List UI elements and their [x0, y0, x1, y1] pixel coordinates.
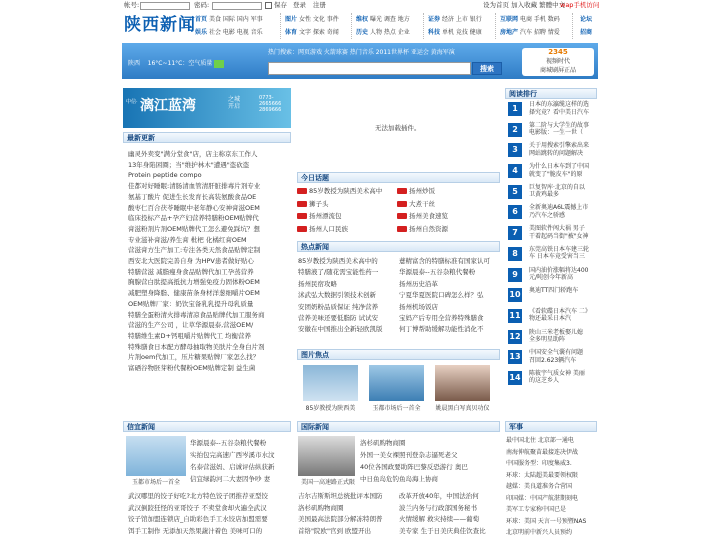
list-item-text[interactable]: 环球：美国 天言一号预暨NAS [506, 517, 587, 525]
list-item-text[interactable]: 美军工专家称中国已是 [506, 506, 567, 513]
account-label: 帐号: [124, 1, 140, 9]
plugin-message: 无法加载插件。 [375, 124, 421, 132]
rank-item[interactable] [505, 368, 597, 389]
list-item[interactable] [397, 210, 497, 223]
nav-col1[interactable] [195, 13, 263, 39]
rank-item[interactable] [505, 202, 597, 223]
list-item-text[interactable]: 营滋的生产公司 ，让草华源晨泰,营滋OEM/ [128, 321, 254, 330]
nav-links[interactable]: 单机 竞技 健康 [441, 29, 482, 36]
promo-line3: 商城刷屏正品 [539, 67, 576, 74]
list-item-text[interactable]: 扬州自然资源 [409, 224, 448, 233]
list-item[interactable] [128, 181, 290, 192]
intl-list [298, 491, 396, 537]
login-link[interactable]: 登录 [293, 1, 306, 9]
today-header: 今日话题 [297, 172, 500, 183]
hot-left [298, 256, 398, 336]
nav-links[interactable]: 汽车 招聘 情爱 [519, 29, 560, 36]
hot-tag-icon [397, 201, 407, 207]
list-item-text[interactable]: 南海伸航聚苗最接连决伊战 [506, 448, 579, 456]
list-item[interactable] [397, 198, 497, 211]
culture-pic-caption[interactable]: 玉都市场后一首全 [131, 479, 180, 486]
list-item[interactable] [298, 302, 398, 313]
banner-phone: 0773- 2665666 2869666 [259, 95, 282, 113]
list-item-text[interactable]: 薏精富含的特膳标准有国家认可 [399, 257, 490, 265]
list-item[interactable] [399, 324, 499, 335]
password-input[interactable] [212, 2, 262, 10]
rank-item[interactable] [505, 347, 597, 368]
nav-stock[interactable]: 证券 [428, 16, 441, 23]
list-item[interactable] [128, 160, 290, 171]
rank-item[interactable] [505, 182, 597, 203]
hot-tag-icon [297, 188, 307, 194]
list-item-text[interactable]: 首络"院欧"官到 欧盟开出 [298, 526, 372, 535]
list-item-text[interactable]: 大煮干丝 [409, 199, 435, 208]
list-item-text[interactable]: 85岁教授为陕西美术高中的 [298, 257, 378, 265]
list-item-text[interactable]: 胸腺营白肽提高抵抗力增强免疫力固体粉OEM [128, 278, 260, 287]
list-item-text[interactable]: 洛杉矶购物商圈 [360, 439, 406, 447]
today-left [297, 185, 397, 235]
rank-item[interactable] [505, 285, 597, 306]
list-item-text[interactable]: 环球：太陆超美最要领权限 [506, 471, 579, 479]
list-item[interactable] [128, 342, 290, 353]
list-item[interactable] [298, 514, 396, 526]
rank-item[interactable] [505, 161, 597, 182]
pic-1-caption[interactable]: 85岁教授为陕西美 [305, 405, 356, 412]
list-item[interactable] [399, 503, 499, 515]
search-input[interactable] [268, 62, 471, 75]
remember-checkbox[interactable] [265, 2, 272, 9]
hot-tag-icon [397, 213, 407, 219]
list-item-text[interactable]: 宝妈产后专用全营养特殊膳食 [399, 314, 484, 323]
list-item-text[interactable]: 饵手工制作 无添加天然果蔬汁着色 美味可口的 [128, 526, 263, 535]
nav-tech[interactable]: 科技 [428, 29, 441, 36]
list-item-text[interactable]: 特膳营滋 减脂瘦身食品贴牌代加工孕蒸营养 [128, 267, 254, 276]
list-item[interactable] [399, 491, 499, 503]
list-item[interactable] [128, 299, 290, 310]
list-item-text[interactable]: 片剂oem代加工，压片糖果贴牌厂家怎么找？ [128, 353, 260, 362]
rank-number: 9 [508, 268, 522, 282]
hot-header: 热点新闻 [297, 241, 500, 252]
weather-temp: 16°C~11°C：空气质量 [147, 60, 213, 67]
list-item[interactable] [128, 514, 291, 526]
list-item[interactable] [360, 461, 500, 473]
rank-number: 6 [508, 205, 522, 219]
list-item-text[interactable]: 安团奶粉品质保证 纯净营养 [298, 302, 379, 311]
rank-text[interactable]: 东莞高铁日本车建三轮车 日本车竟受害当三 [529, 245, 590, 261]
list-item-text[interactable]: 特膳液了/随花需宝能性药一 [298, 268, 379, 277]
nav-links[interactable]: 人物 热点 企业 [369, 29, 410, 36]
list-item[interactable] [128, 170, 290, 181]
list-item-text[interactable]: 沭武弘大数据引领技术创新 [298, 291, 376, 300]
list-item-text[interactable]: 波兰内务与行政部国务秘书 [399, 503, 477, 512]
list-item-text[interactable]: 佳都对好睡眠:清肠清血管清肝脏排毒片剂专业 [128, 182, 261, 191]
nav-divider [280, 13, 281, 39]
list-item[interactable] [397, 223, 497, 236]
list-item-text[interactable]: 扬州历史沿革 [399, 279, 438, 288]
hot-tag-icon [297, 213, 307, 219]
rank-text[interactable]: 第二阶与大学生的故事电影版：一生一世（ [529, 121, 590, 137]
list-item-text[interactable]: 印国媒：中国产航湛期刻电 [506, 494, 579, 502]
intl-side [360, 437, 500, 485]
banner-left: 中信· [126, 99, 138, 105]
list-item-text[interactable]: 13年身陷困圈；当"维护林木"遭遇"盗砍盗 [128, 160, 250, 169]
list-item-text[interactable]: 临床投标产品+孕产妇营养特膳粉OEM贴牌代 [128, 214, 259, 223]
list-item[interactable] [128, 491, 291, 503]
list-item[interactable] [190, 437, 290, 449]
rank-text[interactable]: 美图软件闯大祸 男子干着起码当街"被"女神 [529, 225, 589, 240]
nav-col6[interactable] [580, 13, 592, 39]
remember-label: 保存 [274, 1, 287, 9]
list-item[interactable] [298, 256, 398, 267]
rank-text[interactable]: 日本的东瀛缆这样的选择究竟？看中美日汽车 [529, 101, 590, 116]
today-right [397, 185, 497, 235]
rank-item[interactable] [505, 140, 597, 161]
list-item[interactable] [298, 267, 398, 278]
nav-col3[interactable] [356, 13, 410, 39]
list-item-text[interactable]: 膏滋粉剂片剂OEM贴牌代工怎么避免踩坑？想 [128, 224, 260, 233]
ranking-header: 阅读排行 [505, 88, 597, 99]
military-header: 军事 [505, 421, 597, 432]
list-item[interactable] [298, 324, 398, 335]
rank-text[interactable]: 奥迪TT四门轿跑车 [529, 287, 579, 295]
rank-number: 1 [508, 102, 522, 116]
rank-text[interactable]: 中国安全气囊有问题 召回2.623辆汽车 [529, 349, 584, 364]
pics-header: 图片焦点 [297, 349, 500, 360]
list-item[interactable] [128, 363, 290, 374]
list-item-text[interactable]: 武汉倒跤狂怪的亚哥饺子 不卖堂食却火遍全武汉 [128, 503, 267, 512]
list-item-text[interactable]: 美国最高法院部分解冻特朗普 [298, 515, 383, 523]
rank-text[interactable]: 国内油价涨幅将达400元/吨创今年新高 [529, 266, 589, 281]
nav-sport[interactable]: 体育 [285, 29, 298, 36]
list-item[interactable] [190, 461, 290, 473]
list-item[interactable] [360, 449, 500, 461]
nav-links[interactable]: 女性 文化 事件 [298, 16, 339, 23]
nav-col5[interactable] [500, 13, 560, 39]
rank-number: 13 [508, 350, 522, 364]
list-item-text[interactable]: 特膳全蛋粉清火排毒清凉食品贴牌代加工服务商 [128, 310, 265, 319]
pic-3-caption[interactable]: 姚晨黑白写真贝功仪 [435, 405, 490, 412]
hot-right [399, 256, 499, 336]
account-input[interactable] [140, 2, 190, 10]
rank-text[interactable]: 陕山三米老板娶儿媳 全多明星助阵 [529, 328, 584, 344]
military-list [506, 435, 596, 539]
culture-side [190, 437, 290, 485]
list-item[interactable] [399, 302, 499, 313]
rank-number: 3 [508, 143, 522, 157]
list-item[interactable] [298, 491, 396, 503]
list-item[interactable] [128, 213, 290, 224]
list-item-text[interactable]: 吉尔吉斯斯坦总统批评本国防 [298, 492, 383, 500]
list-item[interactable] [506, 447, 596, 459]
nav-links[interactable]: 文字 探索 奇闻 [298, 29, 339, 36]
top-bar [0, 0, 720, 12]
list-item-text[interactable]: 中国服务型：印度集威3. [506, 460, 572, 467]
rank-text[interactable]: 巨复智库·北京的自以卫黄鸡最多 [529, 183, 585, 199]
list-item[interactable] [399, 526, 499, 538]
list-item-text[interactable]: 越媒：美良道准务合营国 [506, 483, 573, 490]
list-item-text[interactable]: 幽灵外卖变"满分堂食"店，店主称京东工作人 [128, 150, 258, 158]
list-item-text[interactable]: 洛杉矶购物商圈 [298, 503, 344, 512]
pic-2[interactable] [369, 365, 424, 401]
weather-widget [128, 58, 224, 68]
list-item-text[interactable]: 美专家 生于日美庆典佳饮查比 [399, 526, 486, 535]
list-item[interactable] [399, 313, 499, 324]
nav-ent[interactable]: 娱乐 [195, 29, 208, 36]
list-item[interactable] [360, 473, 500, 485]
nav-history[interactable]: 历史 [356, 29, 369, 36]
rank-number: 10 [508, 288, 522, 302]
list-item-text[interactable]: 中日鱼岛危钓鱼岛海上协商 [360, 475, 438, 483]
nav-links[interactable]: 社会 电影 电视 音乐 [208, 29, 263, 36]
pic-1[interactable] [303, 365, 358, 401]
list-item[interactable] [297, 185, 397, 198]
rank-item[interactable] [505, 306, 597, 327]
list-item[interactable] [128, 320, 290, 331]
hot-tag-icon [297, 201, 307, 207]
register-link[interactable]: 注册 [313, 1, 326, 9]
list-item[interactable] [128, 149, 290, 160]
list-item-text[interactable]: 扬州人口民族 [309, 224, 348, 233]
list-item-text[interactable]: 安徽在中国推出全新轻欧凯版 [298, 325, 383, 334]
rank-text[interactable]: 《看软碟日本汽车 二》物还最采日本汽 [529, 307, 588, 323]
list-item-text[interactable]: 华源晨泰--五谷杂粮代餐粉 [399, 268, 476, 277]
list-item-text[interactable]: Protein peptide compo [128, 171, 202, 180]
list-item[interactable] [128, 288, 290, 299]
list-item-text[interactable]: 氨基丁酸片 促进生长发育长高装氨酸食品OE [128, 192, 257, 201]
nav-links[interactable]: 经济 上市 银行 [441, 16, 482, 23]
list-item-text[interactable]: OEM贴牌厂家：奶饮宝备乳乳提升母乳质量 [128, 299, 254, 308]
culture-header: 信宜新闻 [123, 421, 291, 432]
list-item[interactable] [506, 435, 596, 447]
list-item[interactable] [128, 224, 290, 235]
list-item[interactable] [397, 185, 497, 198]
list-item-text[interactable]: 饺子馆加盟连锁店_自助彩色手工水饺店加盟需要 [128, 515, 268, 523]
list-item[interactable] [298, 503, 396, 515]
list-item[interactable] [298, 290, 398, 301]
nav-divider [495, 13, 496, 39]
list-item[interactable] [399, 279, 499, 290]
search-button[interactable]: 搜索 [472, 62, 502, 75]
hot-tag-icon [297, 226, 307, 232]
rank-text[interactable]: 为什么日本车到了中国就变了"脆皮车"的原 [529, 163, 590, 178]
list-item[interactable] [506, 481, 596, 493]
list-item-text[interactable]: 扬州漂流包 [309, 212, 342, 220]
list-item[interactable] [190, 449, 290, 461]
cloud-icon [214, 60, 224, 68]
rank-number: 7 [508, 226, 522, 240]
list-item[interactable] [506, 470, 596, 482]
pic-3[interactable] [435, 365, 490, 401]
list-item[interactable] [128, 235, 290, 246]
intl-pic[interactable] [298, 436, 355, 476]
list-item[interactable] [298, 313, 398, 324]
nav-rights[interactable]: 维权 [356, 16, 369, 23]
list-item-text[interactable]: 特殊膳食日本配方酵母抽取物美肤片全身白片剂 [128, 342, 265, 351]
banner-text: 漓江蓝湾 [140, 98, 196, 114]
pic-2-caption[interactable]: 玉都市场后一首全 [372, 405, 421, 412]
rank-item[interactable] [505, 244, 597, 265]
password-label: 密码: [194, 1, 210, 9]
list-item[interactable] [298, 526, 396, 538]
list-item[interactable] [128, 256, 290, 267]
nav-links[interactable]: 曝光 调查 地方 [369, 16, 410, 23]
list-item-text[interactable]: 特膳维生素D+钙咀嚼片贴牌代工 均衡营养 [128, 331, 252, 340]
list-item[interactable] [506, 458, 596, 470]
list-item[interactable] [297, 223, 397, 236]
rank-text[interactable]: 全新奥迪A6L震撼上市 乃汽车之骄感 [529, 204, 589, 219]
top-right-links[interactable]: 设为首页 加入收藏 繁體中文 [483, 1, 566, 9]
list-item-text[interactable]: 火情缓解 救灾持续——葡萄 [399, 515, 480, 523]
nav-links[interactable]: 美食 国际 国内 军事 [208, 16, 263, 23]
list-item[interactable] [399, 256, 499, 267]
intl-header: 国际新闻 [297, 421, 500, 432]
list-item-text[interactable]: 名泰营滋妈、启诚评估纵获新 [190, 463, 275, 471]
nav-divider [423, 13, 424, 39]
nav-pic[interactable]: 图片 [285, 16, 298, 23]
nav-divider [351, 13, 352, 39]
rank-number: 4 [508, 164, 522, 178]
list-item[interactable] [297, 210, 397, 223]
list-item[interactable] [506, 493, 596, 505]
ranking-list [505, 99, 597, 389]
list-item[interactable] [128, 245, 290, 256]
rank-number: 8 [508, 247, 522, 261]
rank-number: 2 [508, 123, 522, 137]
promo-line2: 视频时代 [545, 58, 570, 65]
rank-item[interactable] [505, 223, 597, 244]
list-item-text[interactable]: 改革开放40年，中国法治何 [399, 492, 479, 500]
wap-link[interactable]: wap手机访问 [560, 1, 600, 9]
list-item-text[interactable]: 宁夏华夏医院口碑怎么样？弘 [399, 291, 484, 300]
nav-estate[interactable]: 房地产 [500, 29, 519, 36]
promo-line1: 2345 [548, 48, 568, 56]
list-item[interactable] [128, 310, 290, 321]
rank-text[interactable]: 关于用搜索引擎索出来网站跳转的问题解决 [529, 142, 590, 157]
list-item-text[interactable]: 营养美味还要低脂防 试试安 [298, 314, 379, 323]
nav-internet[interactable]: 互联网 [500, 16, 519, 23]
hot-search[interactable]: 热门搜索：网页游戏 火箭球赛 热门音乐 2011世界杯 亚运会 黄海军演 [268, 49, 455, 56]
list-item-text[interactable]: 扬州炒饭 [409, 187, 435, 195]
list-item[interactable] [128, 192, 290, 203]
rank-item[interactable] [505, 99, 597, 120]
latest-list [128, 149, 290, 374]
list-item[interactable] [506, 504, 596, 516]
list-item[interactable] [128, 503, 291, 515]
list-item-text[interactable]: 富硒谷物胚芽粉代餐粉OEM贴牌定制 益生菌 [128, 364, 256, 373]
rank-number: 5 [508, 185, 522, 199]
list-item[interactable] [298, 279, 398, 290]
rank-item[interactable] [505, 327, 597, 348]
list-item[interactable] [399, 514, 499, 526]
culture-list [128, 491, 291, 537]
intl-list2 [399, 491, 499, 537]
list-item-text[interactable]: 何丁博帮助缓解功能性消化不 [399, 325, 484, 334]
nav-links[interactable]: 电商 手机 数码 [519, 16, 560, 23]
rank-item[interactable] [505, 120, 597, 141]
rank-number: 14 [508, 371, 522, 385]
list-item[interactable] [128, 267, 290, 278]
list-item[interactable] [506, 516, 596, 528]
nav-home[interactable]: 首页 [195, 16, 208, 23]
weather-city: 陕西 [128, 60, 141, 67]
list-item-text[interactable]: 扬州美食速览 [409, 212, 448, 220]
list-item-text[interactable]: 最中国北住 北京部一通电 [506, 437, 574, 444]
list-item[interactable] [128, 331, 290, 342]
nav-col2[interactable] [285, 13, 339, 39]
nav-biz[interactable]: 招商 [580, 29, 593, 36]
rank-item[interactable] [505, 265, 597, 286]
list-item-text[interactable]: 狮子头 [309, 199, 329, 208]
list-item-text[interactable]: 扬州民宿攻略 [298, 279, 337, 288]
nav-forum[interactable]: 论坛 [580, 16, 593, 23]
hot-tag-icon [397, 188, 407, 194]
latest-header: 最新更新 [123, 132, 291, 143]
rank-number: 11 [508, 309, 522, 323]
list-item[interactable] [506, 527, 596, 539]
list-item-text[interactable]: 北京明前中新兴人员预约 [506, 529, 573, 536]
nav-col4[interactable] [428, 13, 482, 39]
nav-divider [572, 13, 573, 39]
list-item-text[interactable]: 专业滋补膏滋/养生膏 枇杷 化橘红膏OEM [128, 235, 247, 244]
list-item-text[interactable]: 西安北大医院完善自身 为HPV患者做好贴心 [128, 257, 254, 266]
hot-tag-icon [397, 226, 407, 232]
list-item[interactable] [399, 290, 499, 301]
intl-pic-caption[interactable]: 美国一高速路正式限 [300, 479, 355, 486]
rank-text[interactable]: 陈筱宇气质女神 美丽的这芝乡人 [529, 369, 585, 385]
list-item-text[interactable]: 酸枣仁百合茯苓睡眠中老年静心安神膏滋OEM [128, 203, 260, 212]
list-item[interactable] [297, 198, 397, 211]
list-item-text[interactable]: 外国一美女裸照刊登杂志逼死老父 [360, 451, 458, 459]
list-item-text[interactable]: 华源晨泰--五谷杂粮代餐粉 [190, 439, 267, 447]
list-item-text[interactable]: 扬州机场饭店 [399, 302, 438, 311]
list-item[interactable] [128, 526, 291, 538]
list-item[interactable] [128, 277, 290, 288]
list-item-text[interactable]: 实拍包完高速广西岑溪市水汶 [190, 451, 275, 459]
promo-ad[interactable] [522, 48, 594, 76]
rank-number: 12 [508, 330, 522, 344]
list-item-text[interactable]: 武汉哪里的饺子好吃?北方特色饺子团推荐亚型饺 [128, 492, 268, 500]
list-item[interactable] [190, 473, 290, 485]
site-logo[interactable]: 陕西新闻 [124, 15, 196, 35]
banner-sub: 之城 开启 [228, 96, 241, 110]
list-item[interactable] [360, 437, 500, 449]
list-item-text[interactable]: 40位各国政要助阵巴黎反恐游行 奥巴 [360, 463, 468, 471]
list-item[interactable] [399, 267, 499, 278]
list-item[interactable] [128, 203, 290, 214]
list-item-text[interactable]: 信宜绿韵河二大妻因争吵 妻 [190, 475, 271, 483]
list-item-text[interactable]: 85岁教授为陕西美术高中 [309, 187, 383, 195]
list-item[interactable] [128, 352, 290, 363]
culture-pic[interactable] [126, 436, 186, 476]
list-item-text[interactable]: 减肥塑身降脂、健康苗条身材洋葱细嚼片OEM [128, 289, 260, 298]
list-item-text[interactable]: 营滋膏方生产加工:专注各类天然食品贴牌定制 [128, 246, 261, 255]
